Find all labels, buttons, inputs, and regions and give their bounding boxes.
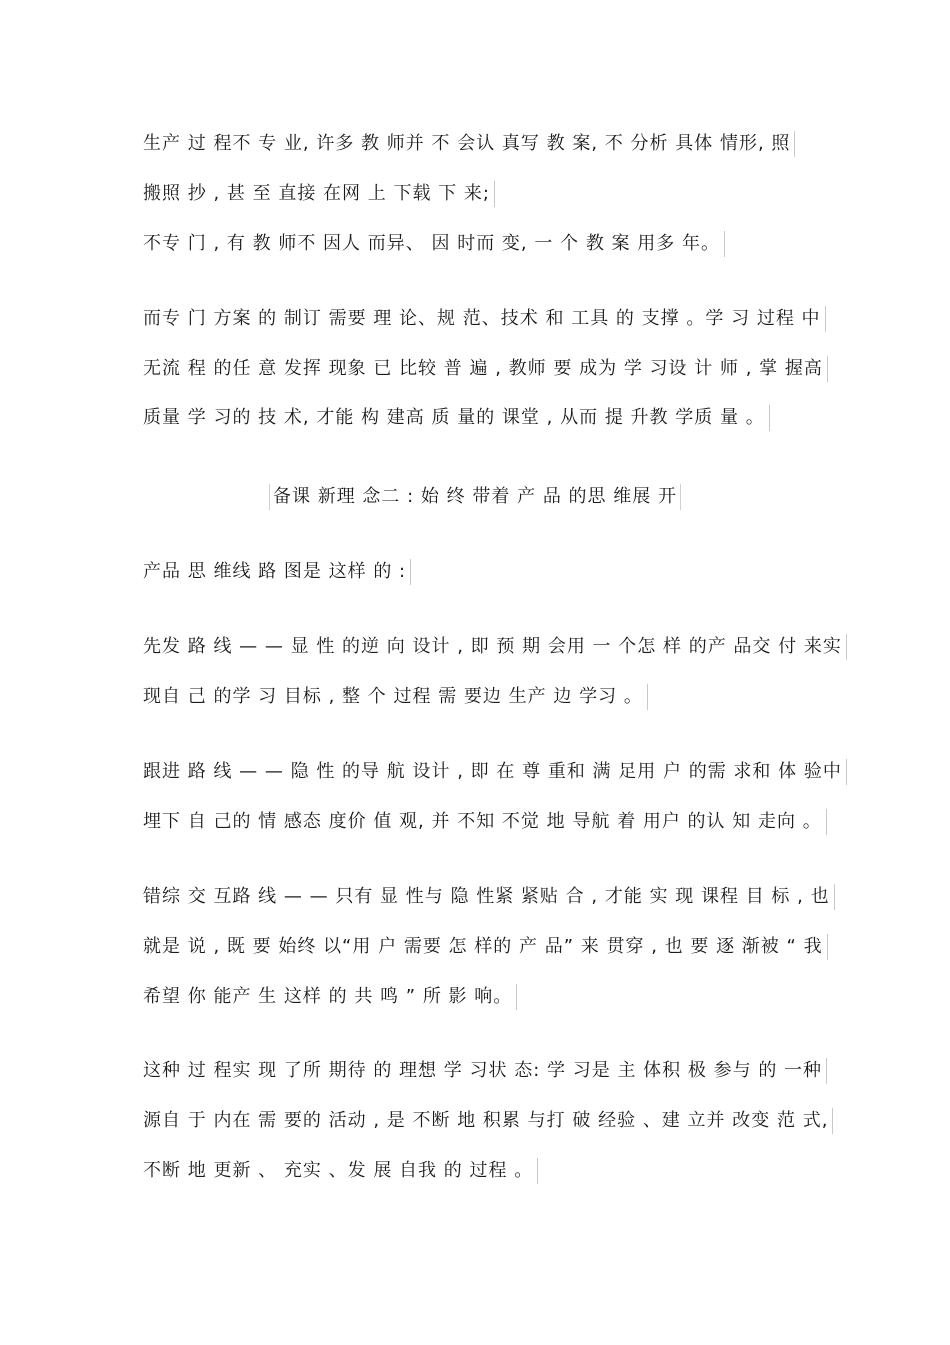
text-line-15: 希望 你 能产 生 这样 的 共 鸣 ” 所 影 响。	[143, 984, 517, 1010]
text-line-4: 而专 门 方案 的 制订 需要 理 论、规 范、技术 和 工具 的 支撑 。学 习 过程 中	[143, 306, 826, 332]
text-line-2: 搬照 抄 , 甚 至 直接 在网 上 下载 下 来;	[143, 181, 495, 207]
text-line-9: 先发 路 线 — — 显 性 的逆 向 设计 , 即 预 期 会用 一 个怎 样 的产 品交 付 来实	[143, 634, 847, 660]
text-line-16: 这种 过 程实 现 了所 期待 的 理想 学 习状 态: 学 习是 主 体积 极 参与 的 一种	[143, 1058, 827, 1084]
text-line-13: 错综 交 互路 线 — — 只有 显 性与 隐 性紧 紧贴 合 , 才能 实 现 课程 目 标 , 也	[143, 884, 835, 910]
text-line-8: 产品 思 维线 路 图是 这样 的 :	[143, 559, 411, 585]
text-line-18: 不断 地 更新 、 充实 、发 展 自我 的 过程 。	[143, 1158, 538, 1184]
text-line-1: 生产 过 程不 专 业, 许多 教 师并 不 会认 真写 教 案, 不 分析 具体 情形, 照	[143, 131, 795, 157]
text-line-10: 现自 己 的学 习 目标 , 整 个 过程 需 要边 生产 边 学习 。	[143, 684, 648, 710]
section-heading	[0, 484, 950, 510]
text-line-17: 源自 于 内在 需 要的 活动 , 是 不断 地 积累 与打 破 经验 、建 立并 改变 范 式,	[143, 1108, 833, 1134]
text-line-5: 无流 程 的任 意 发挥 现象 已 比较 普 遍 , 教师 要 成为 学 习设 计 师 , 掌 握高	[143, 356, 828, 382]
text-line-11: 跟进 路 线 — — 隐 性 的导 航 设计 , 即 在 尊 重和 满 足用 户 的需 求和 体 验中	[143, 759, 847, 785]
text-line-3: 不专 门 , 有 教 师不 因人 而异、 因 时而 变, 一 个 教 案 用多 年。	[143, 231, 725, 257]
text-line-12: 埋下 自 己的 情 感态 度价 值 观, 并 不知 不觉 地 导航 着 用户 的认 知 走向 。	[143, 809, 827, 835]
section-heading-text: 备课 新理 念二 : 始 终 带着 产 品 的思 维展 开	[269, 484, 681, 510]
text-line-6: 质量 学 习的 技 术, 才能 构 建高 质 量的 课堂 , 从而 提 升教 学质 量 。	[143, 405, 770, 431]
text-line-14: 就是 说 , 既 要 始终 以“用 户 需要 怎 样的 产 品” 来 贯穿 , 也 要 逐 渐被 “ 我	[143, 934, 828, 960]
